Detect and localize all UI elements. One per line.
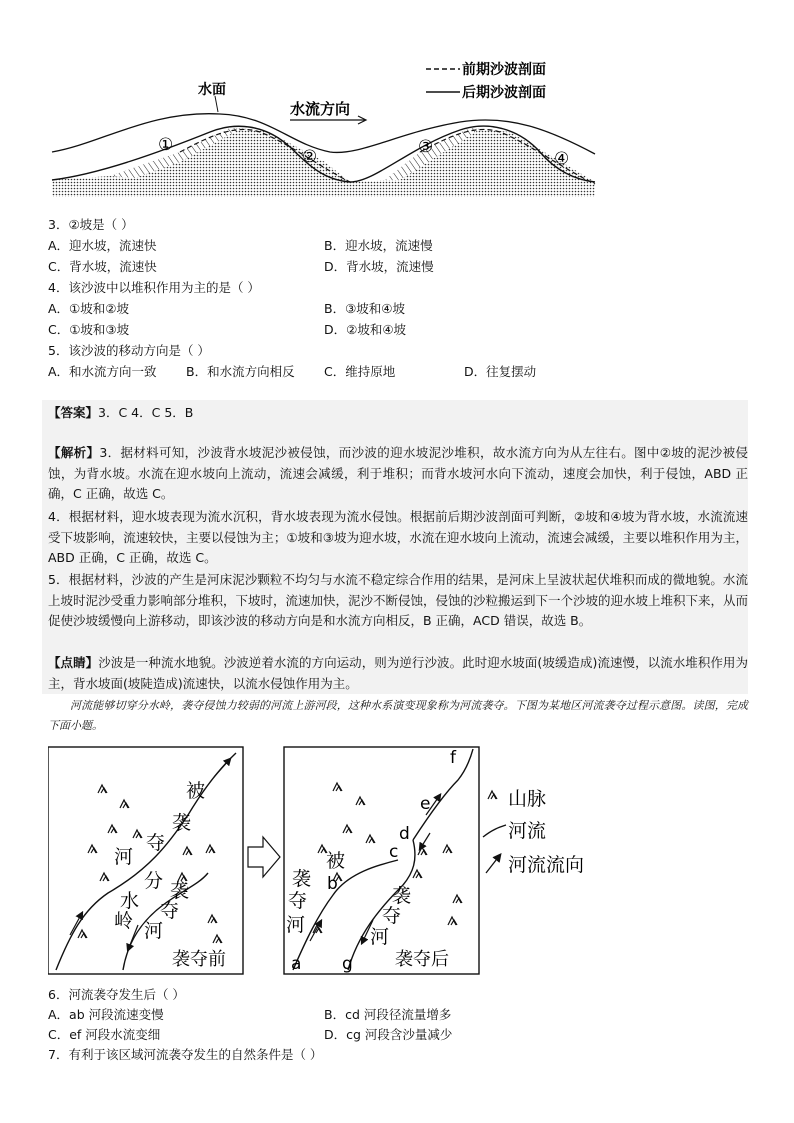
q4-option-a: A．①坡和②坡 — [48, 301, 129, 316]
q3-option-c: C．背水坡，流速快 — [48, 259, 157, 274]
legend-earlier: 前期沙波剖面 — [462, 62, 546, 78]
analysis-label: 【解析】 — [48, 445, 100, 460]
analysis-q3-text: 3．据材料可知，沙波背水坡泥沙被侵蚀，而沙波的迎水坡泥沙堆积，故水流方向为从左往右。图中②坡的泥沙被侵蚀，为背水坡。水流在迎水坡向上流动，流速会减缓，利于堆积；而背水坡河水向下流动，速度会加快，利于侵蚀，ABD 正确，C 正确，故选 C。 — [48, 445, 748, 501]
q6-stem: 6．河流袭夺发生后（ ） — [48, 987, 185, 1002]
after-right-1: 袭 — [392, 885, 412, 907]
before-label-bei: 被 — [186, 780, 206, 802]
q3-option-d: D．背水坡，流速慢 — [324, 259, 434, 274]
q7-stem: 7．有利于该区域河流袭夺发生的自然条件是（ ） — [48, 1047, 323, 1062]
tip-text: 沙波是一种流水地貌。沙波逆着水流的方向运动，则为逆行沙波。此时迎水坡面(坡缓造成)流速慢，以流水堆积作用为主，背水坡面(坡陡造成)流速快，以流水侵蚀作用为主。 — [48, 655, 748, 691]
legend-river-line — [483, 825, 506, 837]
q4-option-d: D．②坡和④坡 — [324, 322, 407, 337]
point-e: e — [420, 794, 431, 814]
after-right-2: 夺 — [382, 905, 402, 927]
before-attacker-2: 夺 — [160, 900, 180, 922]
q4-stem: 4．该沙波中以堆积作用为主的是（ ） — [48, 280, 260, 295]
point-c: c — [389, 842, 399, 862]
slope-label-2: ② — [302, 147, 318, 167]
process-arrow — [248, 837, 280, 877]
before-divide-1: 分 — [144, 870, 164, 892]
before-label-duo: 夺 — [146, 832, 166, 854]
tip-label: 【点睛】 — [48, 655, 99, 670]
before-attacker-1: 袭 — [170, 880, 190, 902]
after-right-3: 河 — [370, 926, 390, 948]
after-left-3: 河 — [286, 914, 306, 936]
legend-mountain: 山脉 — [508, 788, 547, 810]
q3-option-a: A．迎水坡，流速快 — [48, 238, 157, 253]
before-attacker-3: 河 — [144, 920, 164, 942]
q5-option-b: B．和水流方向相反 — [186, 364, 295, 379]
q6-option-c: C．ef 河段水流变细 — [48, 1027, 161, 1042]
sand-wave-figure — [40, 52, 610, 212]
answer-text: 3．C 4．C 5．B — [98, 405, 194, 420]
q5-stem: 5．该沙波的移动方向是（ ） — [48, 343, 210, 358]
before-caption: 袭夺前 — [172, 949, 226, 970]
legend-river: 河流 — [508, 820, 547, 842]
q6-option-d: D．cg 河段含沙量减少 — [324, 1027, 453, 1042]
material-intro: 河流能够切穿分水岭，袭夺侵蚀力较弱的河流上游河段，这种水系演变现象称为河流袭夺。下图为某地区河流袭夺过程示意图。读图，完成下面小题。 — [48, 699, 748, 732]
analysis-q5: 5．根据材料，沙波的产生是河床泥沙颗粒不均匀与水流不稳定综合作用的结果，是河床上呈波状起伏堆积而成的微地貌。水流上坡时泥沙受重力影响部分堆积，下坡时，流速加快，泥沙不断侵蚀，侵蚀的沙粒搬运到下一个沙坡的迎水坡上堆积下来，从而促使沙坡缓慢向上游移动，即该沙波的移动方向是和水流方向相反，B 正确，ACD 错误，故选 B。 — [48, 572, 749, 628]
slope-label-3: ③ — [418, 137, 434, 157]
point-a: a — [291, 954, 302, 974]
q4-option-c: C．①坡和③坡 — [48, 322, 130, 337]
water-surface-label: 水面 — [198, 82, 226, 98]
answer-line — [48, 404, 193, 422]
point-d: d — [399, 824, 410, 844]
before-divide-2: 水 — [120, 890, 140, 912]
analysis-q3 — [48, 443, 748, 505]
q3-option-b: B．迎水坡，流速慢 — [324, 238, 433, 253]
after-left-1: 袭 — [292, 868, 312, 890]
flow-direction-label: 水流方向 — [290, 100, 351, 118]
tip-paragraph — [48, 653, 748, 694]
answer-label: 【答案】 — [48, 405, 99, 420]
after-left-2: 夺 — [288, 890, 308, 912]
analysis-q4: 4．根据材料，迎水坡表现为流水沉积，背水坡表现为流水侵蚀。根据前后期沙波剖面可判断，②坡和④坡为背水坡，水流流速受下坡影响，流速较快，主要以侵蚀为主；①坡和③坡为迎水坡，水流在迎水坡向上流动，流速会减缓，主要以堆积作用为主，ABD 正确，C 正确，故选 C。 — [48, 509, 748, 565]
point-f: f — [450, 748, 456, 768]
slope-label-4: ④ — [554, 149, 570, 169]
q3-stem: 3．②坡是（ ） — [48, 217, 134, 232]
slope-label-1: ① — [158, 135, 174, 155]
river-capture-figure — [48, 745, 618, 977]
point-g: g — [342, 954, 353, 974]
legend-later: 后期沙波剖面 — [462, 85, 546, 101]
point-b: b — [327, 874, 338, 894]
q5-option-d: D．往复摆动 — [464, 364, 537, 379]
legend-flow: 河流流向 — [508, 854, 585, 876]
q4-option-b: B．③坡和④坡 — [324, 301, 405, 316]
q6-option-b: B．cd 河段径流量增多 — [324, 1007, 452, 1022]
q6-option-a: A．ab 河段流速变慢 — [48, 1007, 164, 1022]
q5-option-c: C．维持原地 — [324, 364, 396, 379]
before-label-he: 河 — [114, 846, 134, 868]
q5-option-a: A．和水流方向一致 — [48, 364, 157, 379]
before-divide-3: 岭 — [114, 910, 134, 932]
before-label-xi: 袭 — [172, 812, 192, 834]
after-label-bei: 被 — [326, 850, 346, 872]
after-caption: 袭夺后 — [395, 949, 449, 970]
